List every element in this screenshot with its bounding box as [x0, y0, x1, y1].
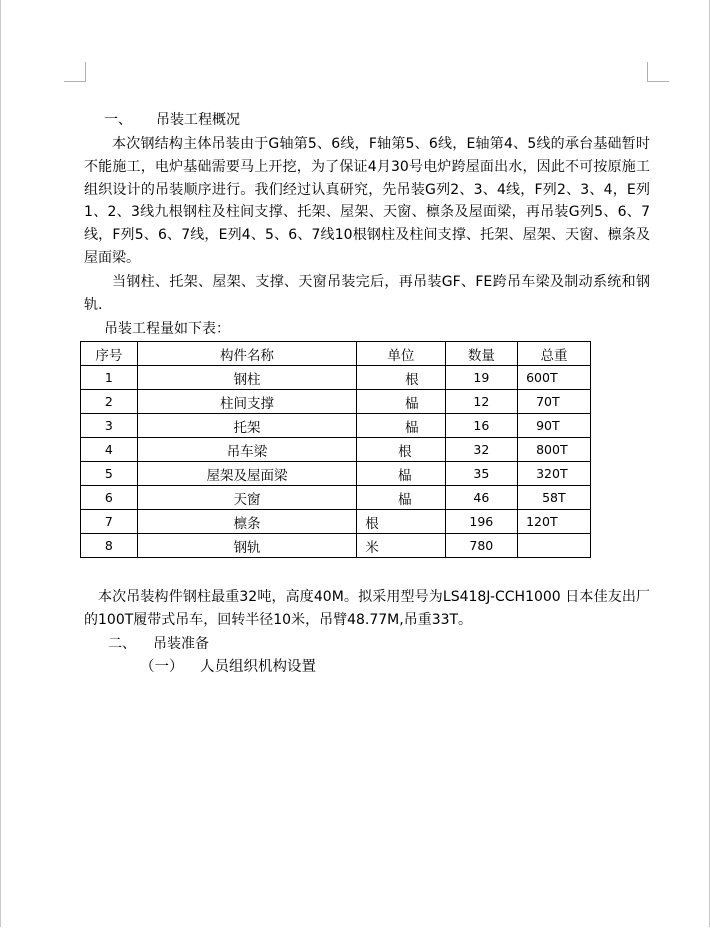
header-cell: 构件名称 — [137, 342, 356, 366]
cell-weight: 600T — [518, 366, 591, 390]
cell-count: 12 — [445, 390, 518, 414]
header-cell: 序号 — [81, 342, 138, 366]
table-row — [81, 510, 591, 534]
cell-name: 托架 — [137, 414, 356, 438]
cell-unit: 米 — [357, 534, 445, 558]
cell-name: 钢柱 — [137, 366, 356, 390]
cell-index: 5 — [81, 462, 138, 486]
section-title: 吊装准备 — [153, 636, 209, 652]
cell-name: 柱间支撑 — [137, 390, 356, 414]
table-row — [81, 438, 591, 462]
cell-unit: 榀 — [357, 486, 445, 510]
cell-count: 35 — [445, 462, 518, 486]
cell-index: 6 — [81, 486, 138, 510]
paragraph-overview: 本次钢结构主体吊装由于G轴第5、6线，F轴第5、6线，E轴第4、5线的承台基础暂时不能施工，电炉基础需要马上开挖，为了保证4月30号电炉跨屋面出水，因此不可按原施工组织设计的吊装顺序进行。我们经过认真研究，先吊装G列2、3、4线，F列2、3、4，E列1、2、3线九根钢柱及柱间支撑、托架、屋架、天窗、檩条及屋面梁，再吊装G列5、6、7线，F列5、6、7线，E列4、5、6、7线10根钢柱及柱间支撑、托架、屋架、天窗、檩条及屋面梁。 — [84, 136, 650, 266]
cell-weight: 70T — [518, 390, 591, 414]
cell-weight: 800T — [518, 438, 591, 462]
header-cell: 单位 — [357, 342, 445, 366]
table-row — [81, 366, 591, 390]
subsection-title: 人员组织机构设置 — [200, 659, 316, 675]
table-header-row — [81, 342, 591, 366]
cell-weight: 90T — [518, 414, 591, 438]
section-number: 一、 — [104, 112, 132, 128]
cell-count: 780 — [445, 534, 518, 558]
quantity-table — [80, 341, 591, 558]
cell-index: 8 — [81, 534, 138, 558]
crop-mark-top-right-v — [647, 62, 648, 82]
paragraph-crane: 本次吊装构件钢柱最重32吨，高度40M。拟采用型号为LS418J-CCH1000 日本佳友出厂的100T履带式吊车，回转半径10米，吊臂48.77M,吊重33T。 — [84, 589, 650, 628]
cell-weight: 320T — [518, 462, 591, 486]
paragraph-sequence: 当钢柱、托架、屋架、支撑、天窗吊装完后，再吊装GF、FE跨吊车梁及制动系统和钢轨. — [84, 274, 650, 313]
cell-weight: 58T — [518, 486, 591, 510]
table-row — [81, 486, 591, 510]
cell-count: 46 — [445, 486, 518, 510]
cell-weight — [518, 534, 591, 558]
header-cell: 数量 — [445, 342, 518, 366]
cell-unit: 根 — [357, 438, 445, 462]
cell-name: 天窗 — [137, 486, 356, 510]
section-number: 二、 — [108, 636, 136, 652]
subsection-heading-1 — [140, 657, 316, 677]
cell-name: 檩条 — [137, 510, 356, 534]
table-row — [81, 462, 591, 486]
cell-unit: 根 — [357, 510, 445, 534]
section-heading-2 — [108, 634, 209, 654]
cell-weight: 120T — [518, 510, 591, 534]
table-row — [81, 534, 591, 558]
cell-index: 1 — [81, 366, 138, 390]
crop-mark-top-left-v — [85, 62, 86, 82]
cell-unit: 根 — [357, 366, 445, 390]
cell-count: 19 — [445, 366, 518, 390]
cell-index: 4 — [81, 438, 138, 462]
cell-index: 3 — [81, 414, 138, 438]
cell-count: 196 — [445, 510, 518, 534]
cell-index: 2 — [81, 390, 138, 414]
subsection-number: （一） — [140, 659, 184, 675]
cell-count: 16 — [445, 414, 518, 438]
cell-name: 吊车梁 — [137, 438, 356, 462]
table-row — [81, 390, 591, 414]
header-cell: 总重 — [518, 342, 591, 366]
table-row — [81, 414, 591, 438]
table-intro: 吊装工程量如下表： — [104, 321, 230, 337]
cell-unit: 榀 — [357, 390, 445, 414]
cell-count: 32 — [445, 438, 518, 462]
cell-name: 钢轨 — [137, 534, 356, 558]
cell-unit: 榀 — [357, 462, 445, 486]
cell-name: 屋架及屋面梁 — [137, 462, 356, 486]
section-title: 吊装工程概况 — [156, 112, 240, 128]
section-heading-1 — [104, 110, 240, 130]
cell-index: 7 — [81, 510, 138, 534]
crop-mark-top-left-h — [64, 81, 86, 82]
cell-unit: 榀 — [357, 414, 445, 438]
crop-mark-top-right-h — [647, 81, 669, 82]
